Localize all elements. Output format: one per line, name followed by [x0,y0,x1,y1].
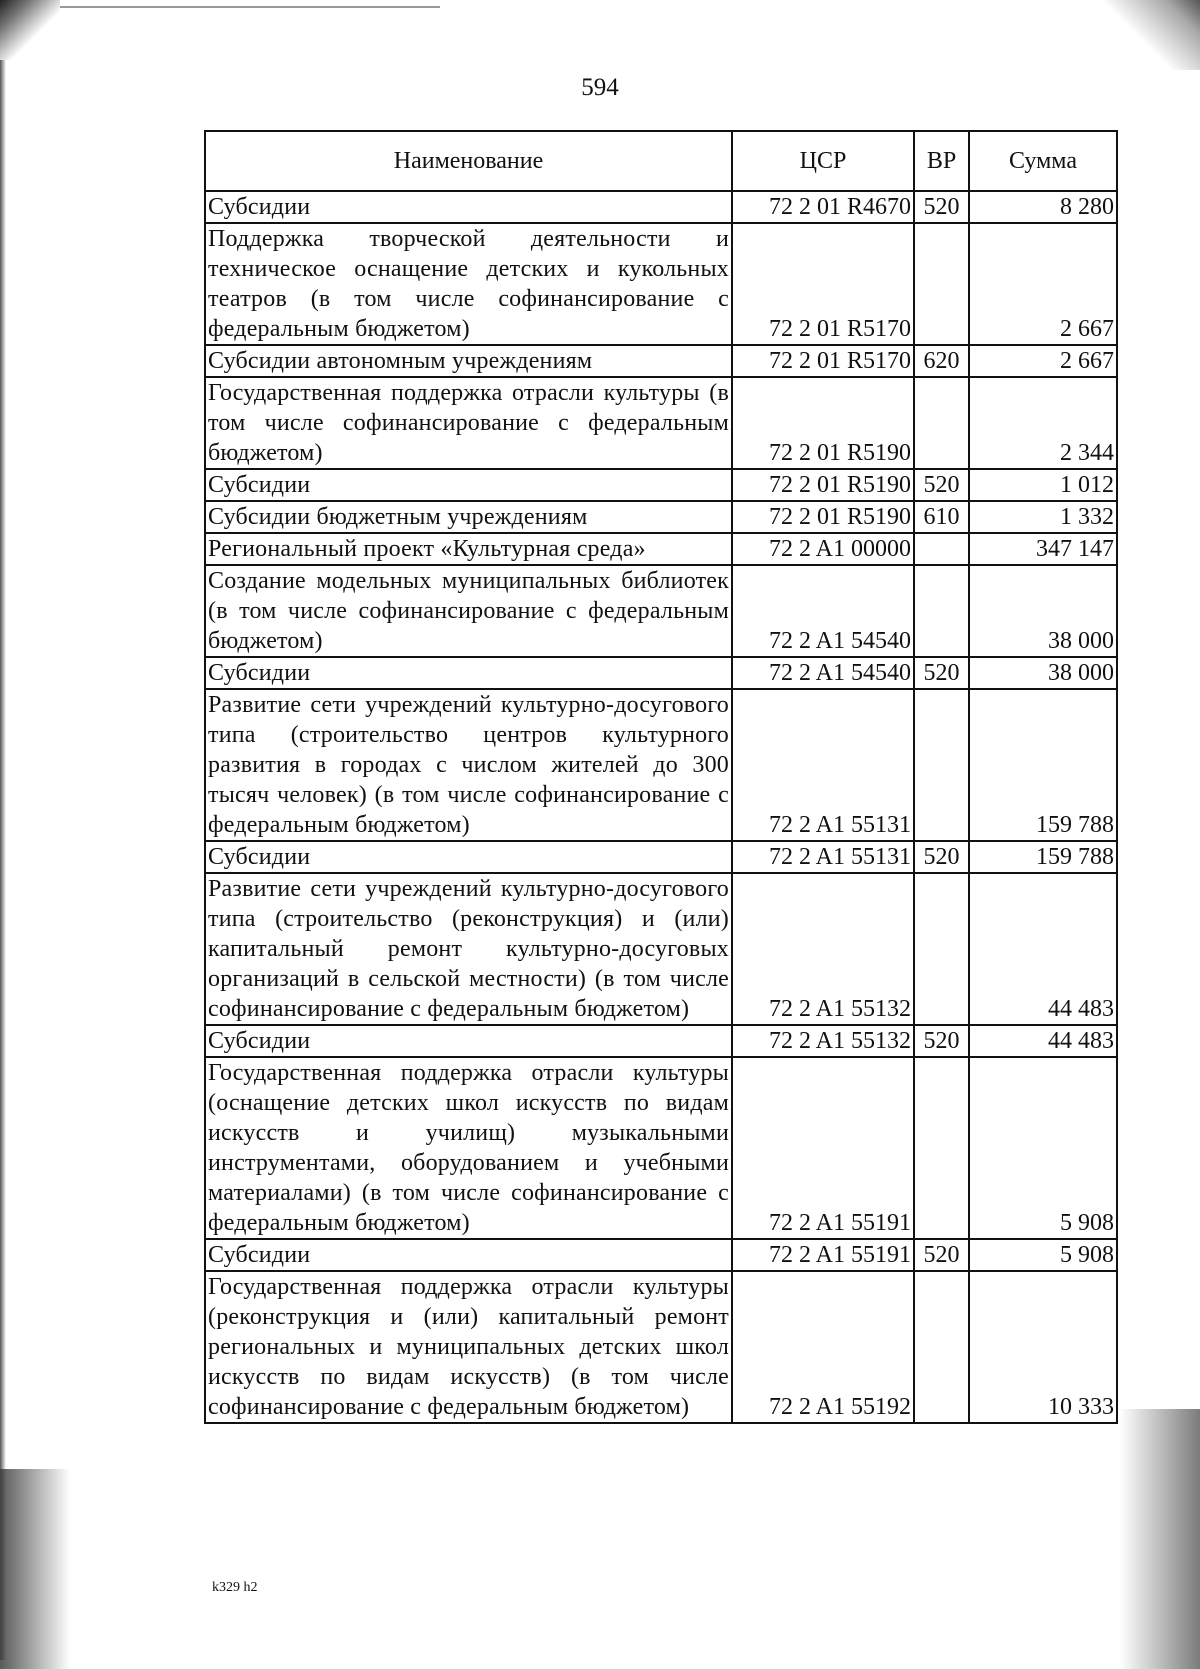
row-sum: 10 333 [969,1271,1117,1423]
row-name: Субсидии [205,1025,732,1057]
table-row [205,1239,1117,1271]
row-csr: 72 2 A1 55132 [732,1025,914,1057]
row-sum: 347 147 [969,533,1117,565]
row-vr: 520 [914,469,969,501]
row-sum: 44 483 [969,873,1117,1025]
footer-code: k329 h2 [212,1580,258,1595]
row-name: Региональный проект «Культурная среда» [205,533,732,565]
row-sum: 5 908 [969,1239,1117,1271]
table-row [205,501,1117,533]
row-vr: 520 [914,191,969,223]
row-sum: 2 667 [969,345,1117,377]
row-vr [914,377,969,469]
header-vr: ВР [914,131,969,191]
row-csr: 72 2 A1 55131 [732,689,914,841]
row-name: Субсидии [205,657,732,689]
row-csr: 72 2 A1 55191 [732,1239,914,1271]
table-row [205,191,1117,223]
row-sum: 159 788 [969,841,1117,873]
row-vr: 610 [914,501,969,533]
table-row [205,1057,1117,1239]
page-number: 594 [581,74,619,101]
row-sum: 5 908 [969,1057,1117,1239]
header-sum: Сумма [969,131,1117,191]
scan-shadow-top-left [0,0,60,60]
table-header-row [205,131,1117,191]
row-name: Субсидии [205,1239,732,1271]
scan-shadow-bottom-right [1120,1409,1200,1669]
table-row [205,873,1117,1025]
row-sum: 1 012 [969,469,1117,501]
row-sum: 38 000 [969,657,1117,689]
row-sum: 159 788 [969,689,1117,841]
row-csr: 72 2 A1 54540 [732,657,914,689]
table-row [205,841,1117,873]
row-name: Государственная поддержка отрасли культуры (в том числе софинансирование с федеральным бюджетом) [205,377,732,469]
row-name: Субсидии бюджетным учреждениям [205,501,732,533]
header-name: Наименование [205,131,732,191]
row-name: Государственная поддержка отрасли культуры (реконструкция и (или) капитальный ремонт региональных и муниципальных детских школ искусств по видам искусств) (в том числе софинансирование с федеральным бюджетом) [205,1271,732,1423]
row-csr: 72 2 A1 55132 [732,873,914,1025]
table-row [205,345,1117,377]
table-row [205,1271,1117,1423]
table-row [205,469,1117,501]
table-row [205,657,1117,689]
header-csr: ЦСР [732,131,914,191]
scan-shadow-top-line [60,6,440,8]
row-csr: 72 2 01 R5170 [732,345,914,377]
table-row [205,689,1117,841]
row-name: Субсидии [205,191,732,223]
row-sum: 8 280 [969,191,1117,223]
row-vr: 520 [914,1025,969,1057]
row-vr: 520 [914,657,969,689]
row-csr: 72 2 01 R5190 [732,469,914,501]
table-row [205,223,1117,345]
row-name: Субсидии автономным учреждениям [205,345,732,377]
row-csr: 72 2 A1 55191 [732,1057,914,1239]
row-vr [914,223,969,345]
row-csr: 72 2 A1 55192 [732,1271,914,1423]
row-csr: 72 2 01 R4670 [732,191,914,223]
row-vr [914,1057,969,1239]
scan-shadow-left [0,60,6,1660]
row-csr: 72 2 01 R5190 [732,501,914,533]
row-csr: 72 2 A1 54540 [732,565,914,657]
row-vr: 620 [914,345,969,377]
table-row [205,377,1117,469]
row-name: Развитие сети учреждений культурно-досугового типа (строительство (реконструкция) и (или) капитальный ремонт культурно-досуговых организаций в сельской местности) (в том числе софинансирование с федеральным бюджетом) [205,873,732,1025]
row-name: Субсидии [205,841,732,873]
row-sum: 2 344 [969,377,1117,469]
scan-shadow-top-right [1090,0,1200,70]
row-csr: 72 2 A1 00000 [732,533,914,565]
table-row [205,565,1117,657]
row-name: Государственная поддержка отрасли культуры (оснащение детских школ искусств по видам искусств и училищ) музыкальными инструментами, оборудованием и учебными материалами) (в том числе софинансирование с федеральным бюджетом) [205,1057,732,1239]
row-vr [914,689,969,841]
row-name: Создание модельных муниципальных библиотек (в том числе софинансирование с федеральным бюджетом) [205,565,732,657]
row-vr [914,873,969,1025]
table-row [205,1025,1117,1057]
row-csr: 72 2 01 R5170 [732,223,914,345]
budget-table [204,130,1118,1424]
row-name: Развитие сети учреждений культурно-досугового типа (строительство центров культурного развития в городах с числом жителей до 300 тысяч человек) (в том числе софинансирование с федеральным бюджетом) [205,689,732,841]
row-csr: 72 2 01 R5190 [732,377,914,469]
row-name: Субсидии [205,469,732,501]
row-name: Поддержка творческой деятельности и техническое оснащение детских и кукольных театров (в том числе софинансирование с федеральным бюджетом) [205,223,732,345]
row-vr [914,565,969,657]
row-sum: 2 667 [969,223,1117,345]
row-vr [914,533,969,565]
row-csr: 72 2 A1 55131 [732,841,914,873]
row-sum: 38 000 [969,565,1117,657]
row-sum: 44 483 [969,1025,1117,1057]
row-vr [914,1271,969,1423]
table-row [205,533,1117,565]
row-vr: 520 [914,1239,969,1271]
row-vr: 520 [914,841,969,873]
row-sum: 1 332 [969,501,1117,533]
scan-shadow-bottom-left [0,1469,70,1669]
